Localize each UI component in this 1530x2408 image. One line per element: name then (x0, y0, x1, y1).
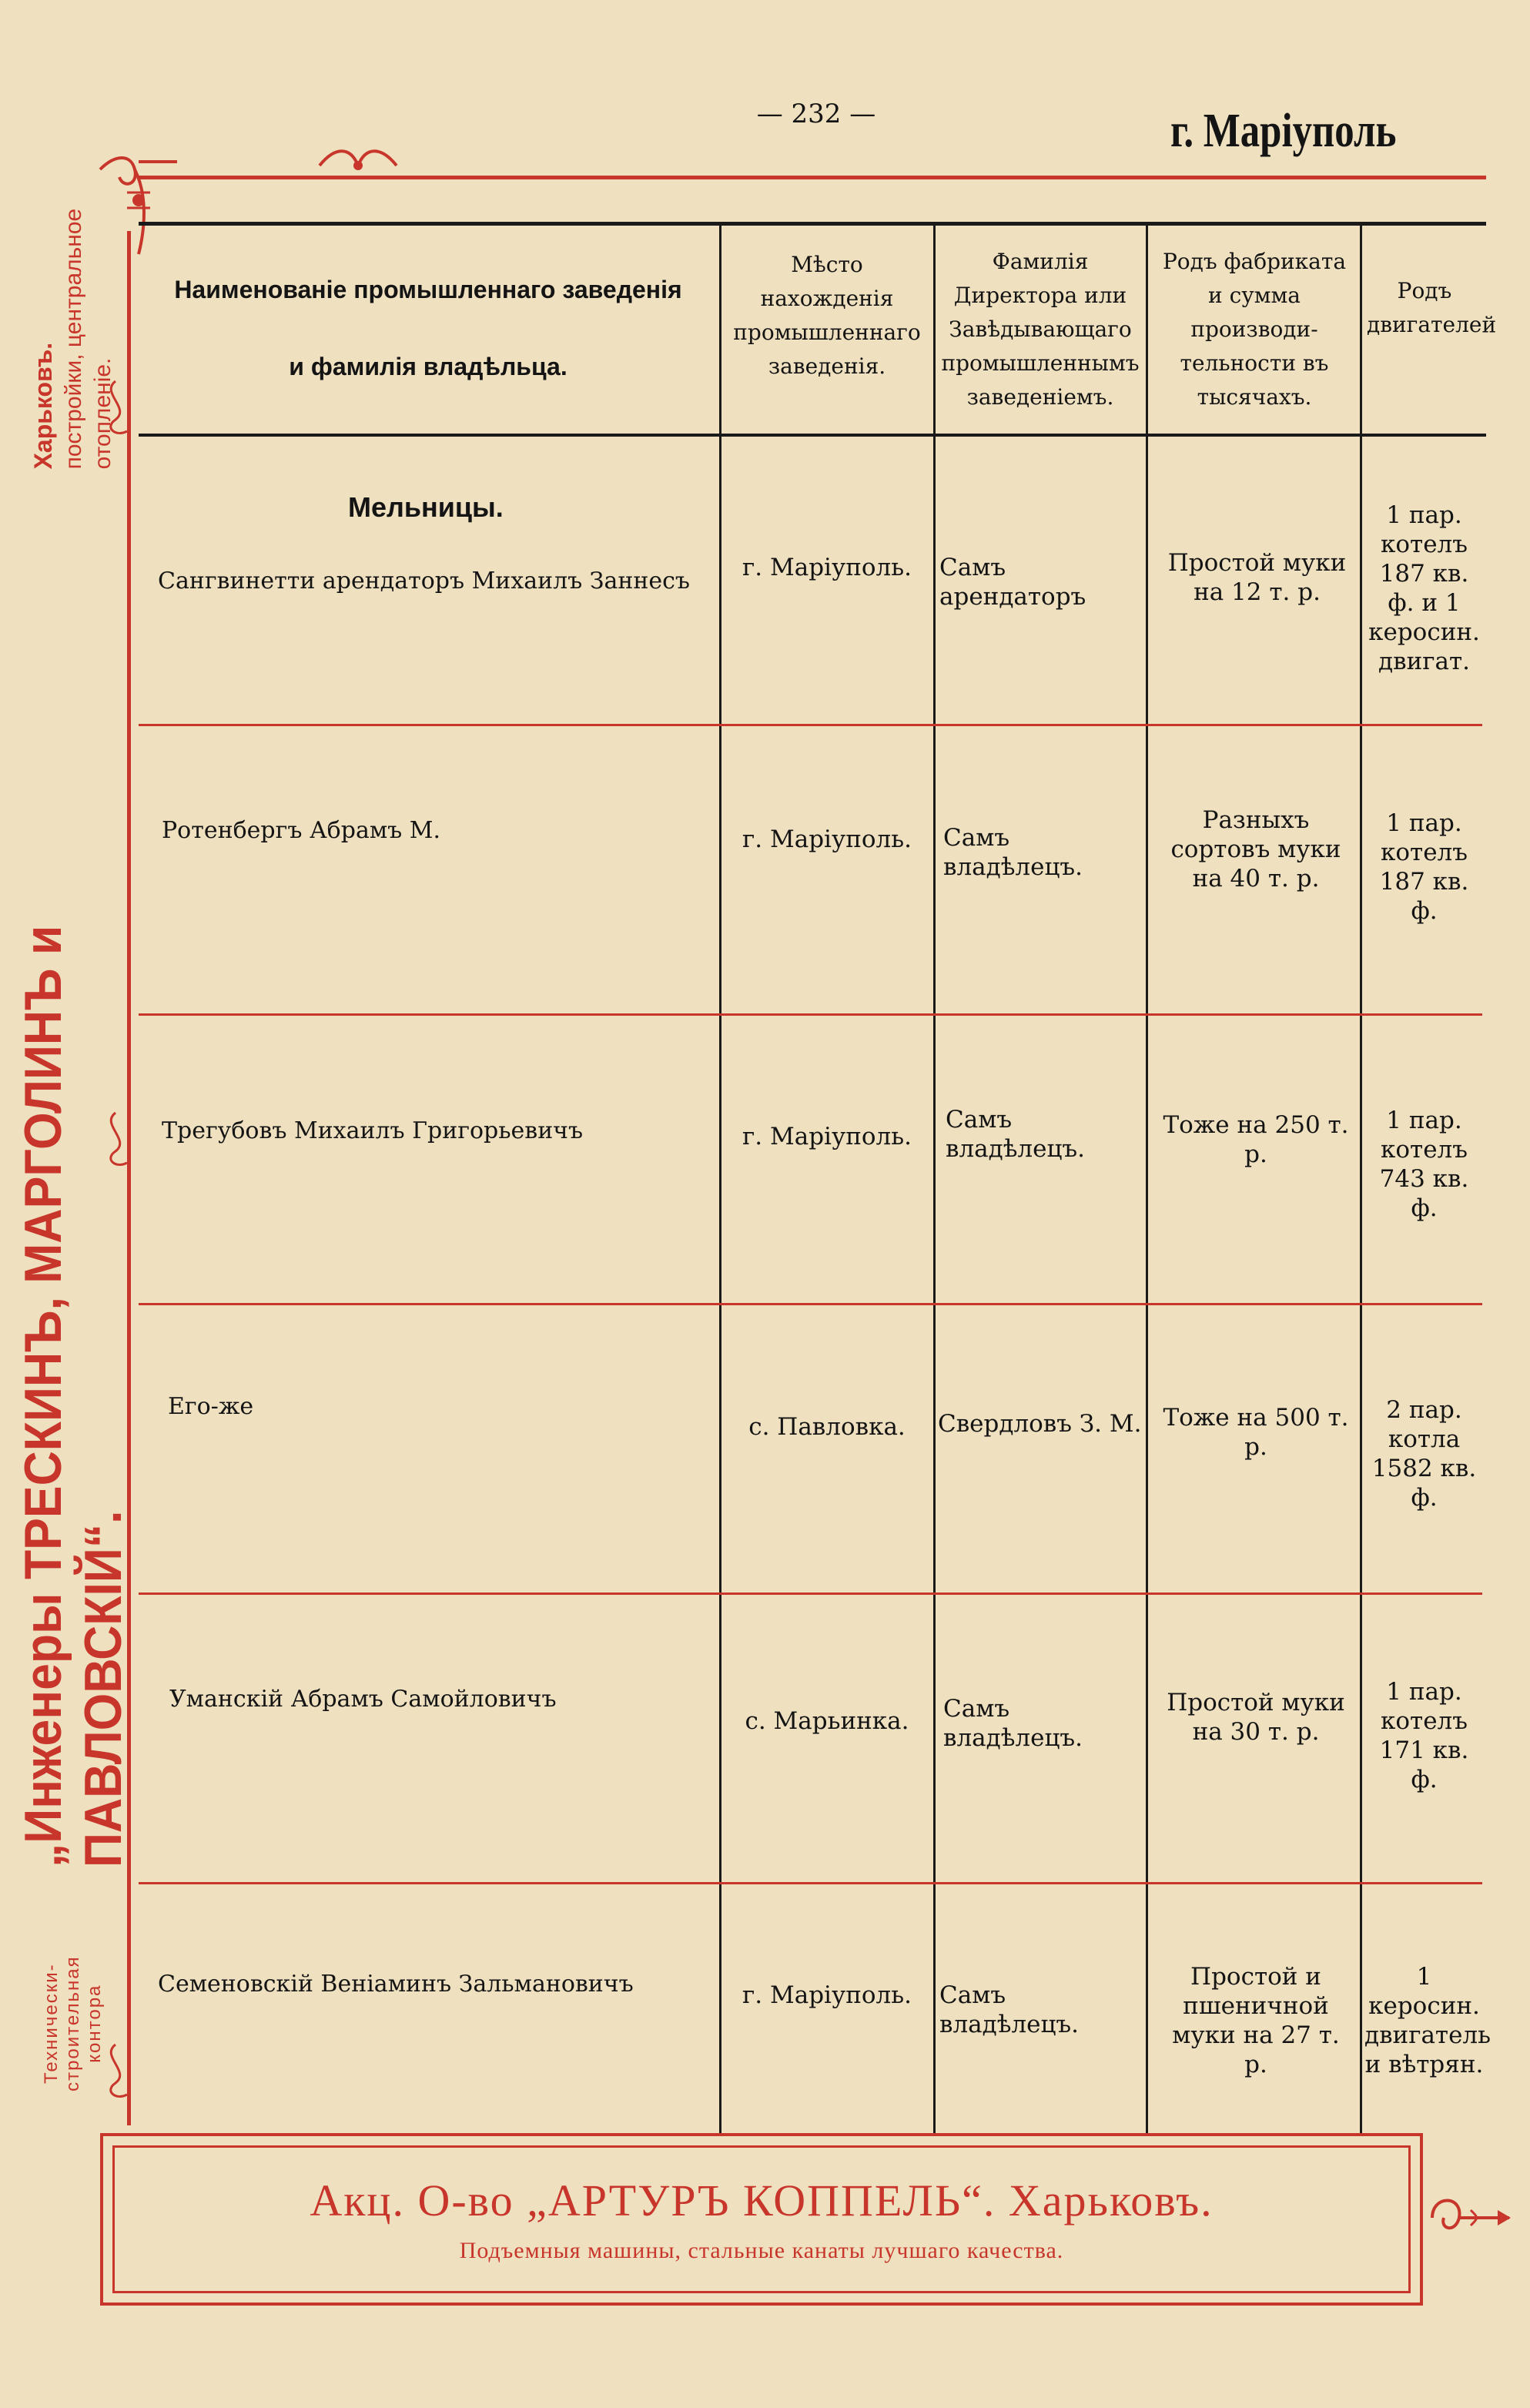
ad-title: Акц. О-во „АРТУРЪ КОППЕЛЬ“. Харьковъ. (310, 2175, 1214, 2225)
row-2-product: Разныхъ сортовъ муки на 40 т. р. (1170, 806, 1341, 893)
page-number: — 232 — (756, 99, 876, 129)
bottom-advertisement (100, 2133, 1423, 2306)
side-ad-services: постройки, центральное отопленіе. (61, 208, 116, 470)
row-6-product: Простой и пшеничной муки на 27 т. р. (1172, 1963, 1340, 2078)
row-6-engine: 1 керосин. двигатель и вѣтрян. (1364, 1963, 1491, 2078)
row-3-director: Самъ владѣлецъ. (946, 1106, 1085, 1163)
row-1-product: Простой муки на 12 т. р. (1167, 549, 1347, 606)
side-ad-main: „Инженеры ТРЕСКИНЪ, МАРГОЛИНЪ и ПАВЛОВСКІЙ“. (14, 926, 132, 1868)
row-3-engine: 1 пар. котелъ 743 кв. ф. (1379, 1107, 1469, 1222)
header-product-col: Родъ фабриката и сумма производи-тельности въ тысячахъ. (1162, 249, 1347, 410)
ad-subtitle: Подъемныя машины, стальные канаты лучшаго качества. (459, 2238, 1064, 2263)
row-5-product: Простой муки на 30 т. р. (1167, 1689, 1345, 1746)
header-bottom-rule (139, 434, 1486, 437)
row-2-name: Ротенбергъ Абрамъ М. (162, 817, 441, 844)
row-4-name: Его-же (168, 1393, 254, 1420)
top-frame-line (139, 176, 1486, 179)
row-2-location: г. Маріуполь. (742, 826, 912, 853)
row-5-name: Уманскій Абрамъ Самойловичъ (169, 1686, 557, 1713)
row-6-director: Самъ владѣлецъ. (939, 1981, 1079, 2038)
row-4-location: с. Павловка. (748, 1413, 906, 1441)
header-name-col (139, 251, 718, 405)
header-name-line2: и фамилія владѣльца. (289, 353, 567, 380)
row-5-location: с. Марьинка. (745, 1707, 909, 1735)
row-4-director: Свердловъ З. М. (938, 1410, 1142, 1438)
row-1-director: Самъ арендаторъ (939, 554, 1086, 611)
top-ornament-icon (316, 146, 400, 177)
row-divider (139, 1303, 1482, 1305)
row-6-location: г. Маріуполь. (742, 1981, 912, 2009)
column-divider (719, 225, 721, 2133)
row-2-director: Самъ владѣлецъ. (943, 824, 1083, 881)
row-1-location: г. Маріуполь. (742, 554, 912, 581)
row-5-engine: 1 пар. котелъ 171 кв. ф. (1379, 1678, 1469, 1793)
header-name-line1: Наименованіе промышленнаго заведенія (174, 276, 682, 303)
row-4-product: Тоже на 500 т. р. (1163, 1404, 1349, 1461)
header-engine-col: Родъ двигателей (1367, 278, 1497, 337)
header-location-col: Мѣсто нахожденія промышленнаго заведенія. (733, 252, 921, 379)
header-director-col: Фамилія Директора или Завѣдывающаго промышленнымъ заведеніемъ. (941, 249, 1140, 410)
row-4-engine: 2 пар. котла 1582 кв. ф. (1371, 1396, 1477, 1512)
row-5-director: Самъ владѣлецъ. (943, 1695, 1083, 1752)
row-divider (139, 724, 1482, 726)
column-divider (1360, 225, 1362, 2133)
row-1-name: Сангвинетти арендаторъ Михаилъ Заннесъ (158, 568, 690, 594)
row-divider (139, 1882, 1482, 1884)
row-6-name: Семеновскій Веніаминъ Зальмановичъ (158, 1971, 634, 1998)
row-3-name: Трегубовъ Михаилъ Григорьевичъ (162, 1117, 584, 1144)
section-heading: Мельницы. (348, 491, 504, 523)
column-divider (1146, 225, 1148, 2133)
side-ad-line2: контора (84, 1984, 105, 2063)
side-advertisement (14, 100, 132, 2148)
row-3-product: Тоже на 250 т. р. (1163, 1111, 1349, 1168)
row-1-engine: 1 пар. котелъ 187 кв. ф. и 1 керосин. двигат. (1368, 501, 1480, 675)
ad-scroll-ornament-icon (1425, 2187, 1517, 2249)
row-3-location: г. Маріуполь. (742, 1123, 912, 1150)
row-divider (139, 1013, 1482, 1016)
city-title: г. Маріуполь (1170, 105, 1397, 157)
side-ad-line1: Технически-строительная (41, 1955, 83, 2092)
row-divider (139, 1592, 1482, 1595)
side-ad-firm-type (41, 1898, 105, 2148)
side-ad-tail (28, 100, 118, 469)
side-ad-city: Харьковъ. (29, 342, 57, 470)
row-2-engine: 1 пар. котелъ 187 кв. ф. (1379, 809, 1469, 925)
column-divider (933, 225, 936, 2133)
table-top-rule (139, 222, 1486, 226)
